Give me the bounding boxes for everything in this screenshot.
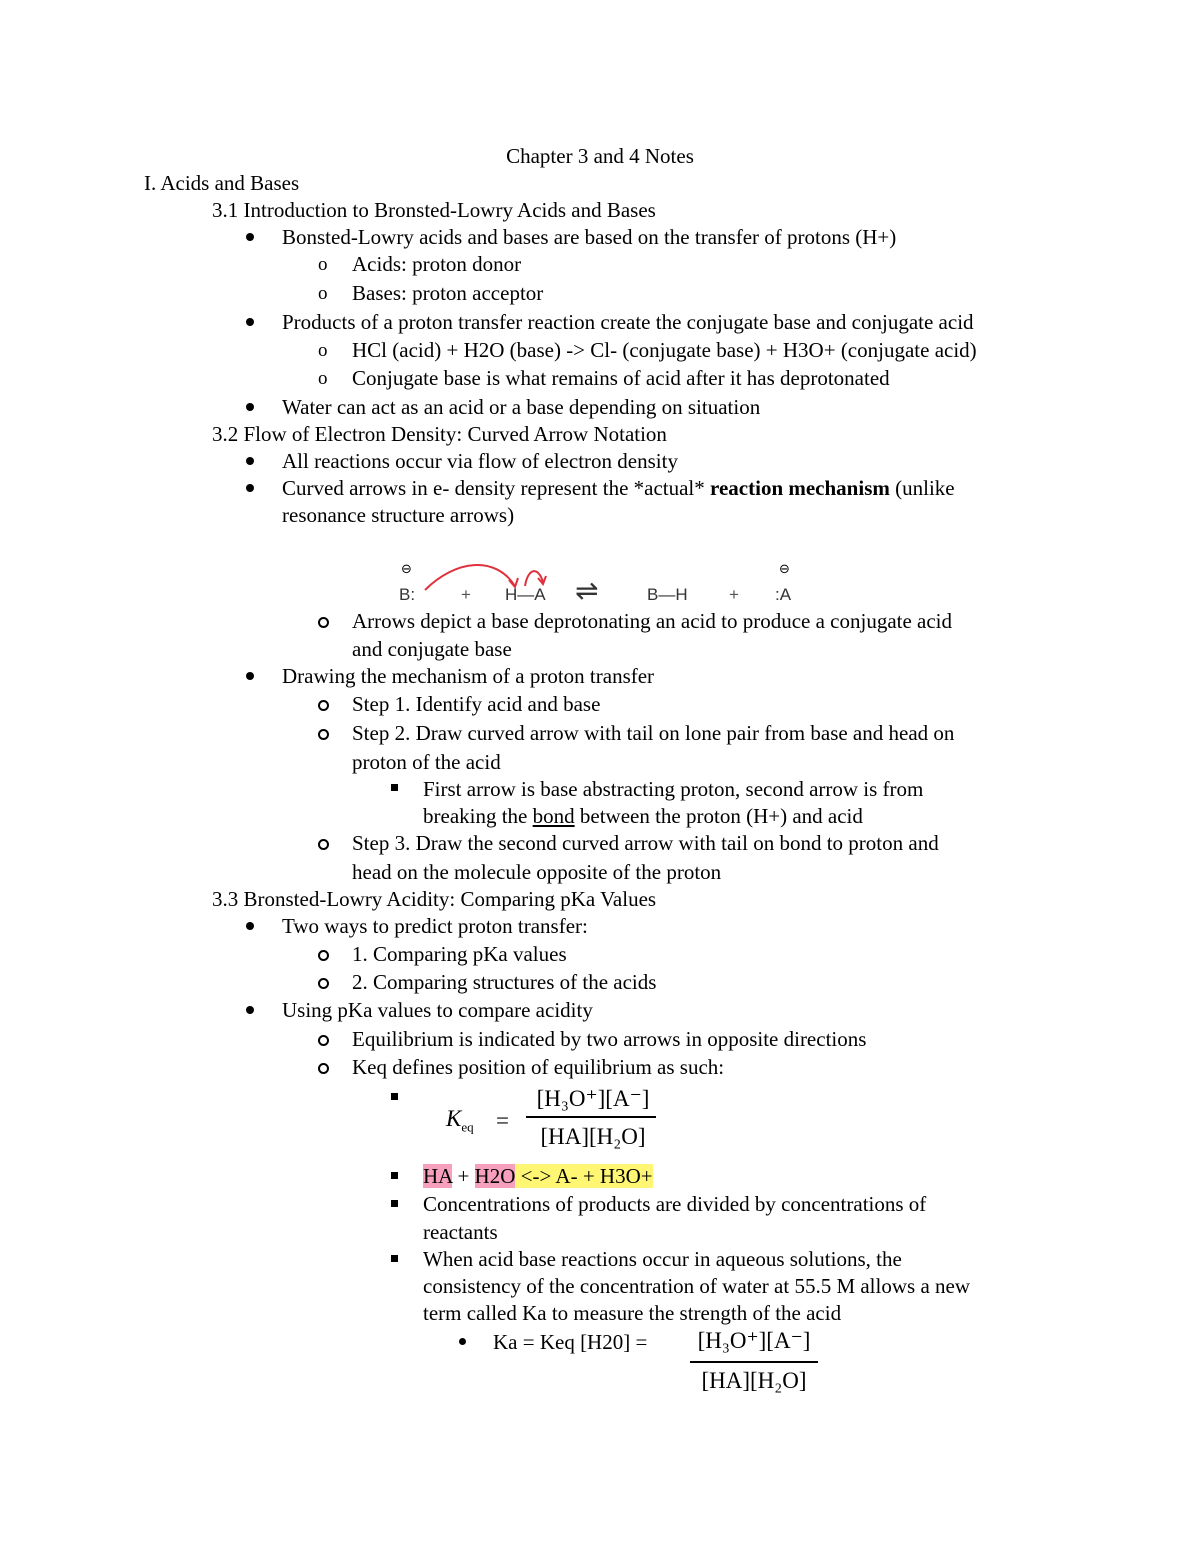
acid-label: H—A: [505, 585, 546, 604]
list-item-continuation: resonance structure arrows): [282, 503, 515, 527]
page-title: Chapter 3 and 4 Notes: [506, 144, 694, 168]
fraction-denominator: [HA][H₂O]: [540, 1124, 646, 1149]
highlighted-equation: [423, 1163, 653, 1189]
list-item-continuation: proton of the acid: [352, 750, 501, 774]
ka-expression: Ka = Keq [H20] =: [493, 1330, 648, 1354]
bullet-o: [318, 729, 329, 740]
list-item: [282, 475, 955, 501]
bullet-o: [318, 700, 329, 711]
underlined-term: bond: [532, 804, 575, 828]
curved-arrows: [395, 560, 815, 608]
list-item: Bonsted-Lowry acids and bases are based on the transfer of protons (H+): [282, 225, 897, 249]
subsection-3-2-heading: 3.2 Flow of Electron Density: Curved Arrow Notation: [212, 422, 667, 446]
bullet-o: [318, 1063, 329, 1074]
subsection-3-3-heading: 3.3 Bronsted-Lowry Acidity: Comparing pKa Values: [212, 887, 657, 911]
bullet-o: [318, 950, 329, 961]
fraction-bar: [526, 1116, 656, 1118]
list-item: Arrows depict a base deprotonating an acid to produce a conjugate acid: [352, 609, 953, 633]
highlight-h3o: H3O+: [599, 1164, 653, 1188]
text-run: +: [452, 1164, 475, 1188]
bullet-o: [318, 617, 329, 628]
list-item-continuation: consistency of the concentration of water at 55.5 M allows a new: [423, 1274, 970, 1298]
bullet-o: o: [318, 340, 328, 361]
negative-charge-icon: ⊖: [779, 561, 790, 576]
bullet: [246, 318, 254, 326]
fraction-numerator: [H₃O⁺][A⁻]: [697, 1328, 811, 1353]
section-heading: I. Acids and Bases: [144, 171, 300, 195]
bullet-o: [318, 978, 329, 989]
bullet: [246, 233, 254, 241]
list-item: Bases: proton acceptor: [352, 281, 544, 305]
list-item: Step 1. Identify acid and base: [352, 692, 601, 716]
anion-label: :A: [775, 585, 792, 604]
negative-charge-icon: ⊖: [401, 561, 412, 576]
text-run: between the proton (H+) and acid: [574, 804, 863, 828]
list-item-continuation: and conjugate base: [352, 637, 512, 661]
fraction-denominator: [HA][H₂O]: [701, 1368, 807, 1393]
list-item: Drawing the mechanism of a proton transfer: [282, 664, 655, 688]
bullet-o: o: [318, 283, 328, 304]
list-item: HCl (acid) + H2O (base) -> Cl- (conjugate base) + H3O+ (conjugate acid): [352, 338, 977, 362]
bullet: [246, 922, 254, 930]
list-item-continuation: head on the molecule opposite of the proton: [352, 860, 722, 884]
list-item: Keq defines position of equilibrium as such:: [352, 1055, 725, 1079]
fraction-numerator: [H₃O⁺][A⁻]: [536, 1086, 650, 1111]
bullet: [246, 484, 254, 492]
base-label: B:: [399, 585, 416, 604]
list-item: Products of a proton transfer reaction create the conjugate base and conjugate acid: [282, 310, 974, 334]
bullet: [246, 1006, 254, 1014]
ka-fraction: [688, 1326, 820, 1400]
list-item: All reactions occur via flow of electron density: [282, 449, 678, 473]
highlight-arrow: <->: [515, 1164, 556, 1188]
equals-sign: =: [496, 1108, 509, 1133]
list-item: Acids: proton donor: [352, 252, 522, 276]
bullet-square: [391, 1255, 398, 1262]
subsection-3-1-heading: 3.1 Introduction to Bronsted-Lowry Acids and Bases: [212, 198, 656, 222]
product-label: B—H: [647, 585, 688, 604]
text-run: Curved arrows in e- density represent the *actual*: [282, 476, 711, 500]
bullet-square: [391, 1093, 398, 1100]
list-item: When acid base reactions occur in aqueous solutions, the: [423, 1247, 902, 1271]
list-item: Step 2. Draw curved arrow with tail on lone pair from base and head on: [352, 721, 955, 745]
keq-symbol: [446, 1106, 474, 1141]
bullet-o: o: [318, 368, 328, 389]
highlight-plus: +: [577, 1164, 600, 1188]
list-item: Two ways to predict proton transfer:: [282, 914, 588, 938]
bullet-square: [391, 784, 398, 791]
highlight-h2o: H2O: [474, 1164, 516, 1188]
bold-term: reaction mechanism: [710, 476, 890, 500]
keq-formula: [440, 1082, 670, 1154]
bullet: [459, 1338, 466, 1345]
bullet-o: [318, 1035, 329, 1046]
plus-sign: +: [461, 585, 471, 604]
list-item: Concentrations of products are divided by concentrations of: [423, 1192, 927, 1216]
bullet: [246, 457, 254, 465]
bullet: [246, 403, 254, 411]
list-item: 1. Comparing pKa values: [352, 942, 567, 966]
keq-subscript: eq: [461, 1119, 474, 1135]
plus-sign: +: [729, 585, 739, 604]
list-item: Water can act as an acid or a base depending on situation: [282, 395, 761, 419]
list-item-continuation: reactants: [423, 1220, 498, 1244]
bullet-square: [391, 1200, 398, 1207]
text-run: (unlike: [889, 476, 955, 500]
equilibrium-arrow-icon: ⇌: [575, 575, 599, 606]
list-item: Conjugate base is what remains of acid after it has deprotonated: [352, 366, 890, 390]
highlight-ha: HA: [423, 1164, 453, 1188]
list-item: First arrow is base abstracting proton, second arrow is from: [423, 777, 924, 801]
bullet-o: [318, 839, 329, 850]
fraction-bar: [690, 1361, 818, 1363]
bullet-square: [391, 1172, 398, 1179]
reaction-diagram: [395, 560, 815, 608]
bullet: [246, 672, 254, 680]
list-item: Step 3. Draw the second curved arrow with tail on bond to proton and: [352, 831, 939, 855]
list-item: Equilibrium is indicated by two arrows in opposite directions: [352, 1027, 867, 1051]
keq-letter: K: [446, 1106, 462, 1131]
list-item-continuation: term called Ka to measure the strength of the acid: [423, 1301, 842, 1325]
list-item: Using pKa values to compare acidity: [282, 998, 593, 1022]
highlight-a-minus: A-: [555, 1164, 578, 1188]
list-item: 2. Comparing structures of the acids: [352, 970, 657, 994]
bullet-o: o: [318, 254, 328, 275]
text-run: breaking the: [423, 804, 533, 828]
list-item-continuation: [423, 803, 863, 829]
